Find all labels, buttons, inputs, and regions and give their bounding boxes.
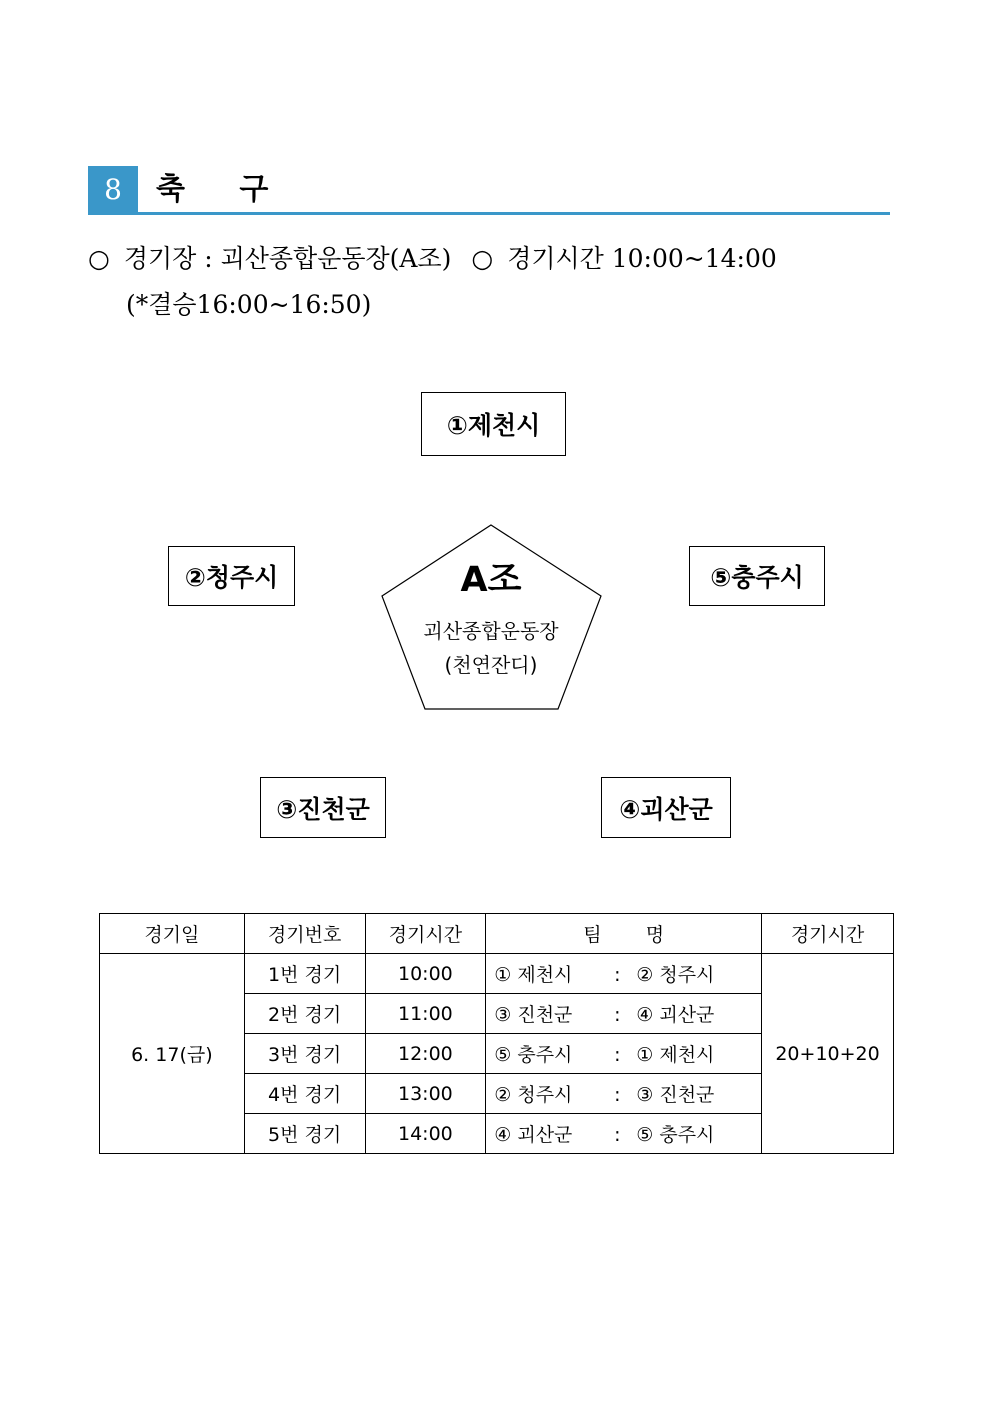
schedule-table <box>99 913 894 1154</box>
table-row <box>100 954 894 994</box>
pentagon-venue <box>380 614 602 682</box>
match-number: 3번 경기 <box>244 1034 365 1074</box>
header-time: 경기시간 <box>365 914 486 954</box>
match-teams <box>486 994 762 1034</box>
team-box-2: ②청주시 <box>168 546 295 606</box>
away-team: ⑤ 충주시 <box>636 1124 715 1146</box>
team-box-3: ③진천군 <box>260 777 386 838</box>
section-title: 축 구 <box>156 172 291 207</box>
match-time: 13:00 <box>365 1074 486 1114</box>
away-team: ③ 진천군 <box>636 1084 715 1106</box>
section-header <box>88 166 890 216</box>
home-team: ① 제천시 <box>494 964 573 986</box>
header-duration: 경기시간 <box>762 914 894 954</box>
versus-colon: : <box>614 1004 621 1026</box>
header-match-no: 경기번호 <box>244 914 365 954</box>
match-teams <box>486 1114 762 1154</box>
away-team: ① 제천시 <box>636 1044 715 1066</box>
away-team: ② 청주시 <box>636 964 715 986</box>
match-time: 11:00 <box>365 994 486 1034</box>
venue-info <box>88 236 777 328</box>
match-time: 10:00 <box>365 954 486 994</box>
venue-surface: (천연잔디) <box>444 653 538 677</box>
match-number: 5번 경기 <box>244 1114 365 1154</box>
versus-colon: : <box>614 1044 621 1066</box>
match-number: 2번 경기 <box>244 994 365 1034</box>
section-divider <box>88 212 890 215</box>
team-box-5: ⑤충주시 <box>689 546 825 606</box>
venue-name: 괴산종합운동장 <box>423 619 559 643</box>
team-box-1: ①제천시 <box>421 392 566 456</box>
match-number: 4번 경기 <box>244 1074 365 1114</box>
match-teams <box>486 1074 762 1114</box>
table-header-row <box>100 914 894 954</box>
header-date: 경기일 <box>100 914 245 954</box>
match-duration: 20+10+20 <box>762 954 894 1154</box>
home-team: ② 청주시 <box>494 1084 573 1106</box>
versus-colon: : <box>614 1084 621 1106</box>
versus-colon: : <box>614 964 621 986</box>
home-team: ⑤ 충주시 <box>494 1044 573 1066</box>
bullet-circle-icon: ○ <box>471 244 494 273</box>
final-note: (*결승16:00~16:50) <box>126 290 372 319</box>
team-box-4: ④괴산군 <box>601 777 731 838</box>
home-team: ③ 진천군 <box>494 1004 573 1026</box>
bullet-circle-icon: ○ <box>88 244 110 273</box>
venue-info-line <box>88 236 777 282</box>
home-team: ④ 괴산군 <box>494 1124 573 1146</box>
match-time: 14:00 <box>365 1114 486 1154</box>
match-number: 1번 경기 <box>244 954 365 994</box>
group-name: A조 <box>460 560 522 600</box>
match-date: 6. 17(금) <box>100 954 245 1154</box>
match-time: 12:00 <box>365 1034 486 1074</box>
match-teams <box>486 1034 762 1074</box>
match-teams <box>486 954 762 994</box>
versus-colon: : <box>614 1124 621 1146</box>
header-teams: 팀 명 <box>486 914 762 954</box>
away-team: ④ 괴산군 <box>636 1004 715 1026</box>
time-label: 경기시간 10:00~14:00 <box>507 244 777 273</box>
section-number: 8 <box>88 166 138 213</box>
venue-label: 경기장 : 괴산종합운동장(A조) <box>123 244 452 273</box>
